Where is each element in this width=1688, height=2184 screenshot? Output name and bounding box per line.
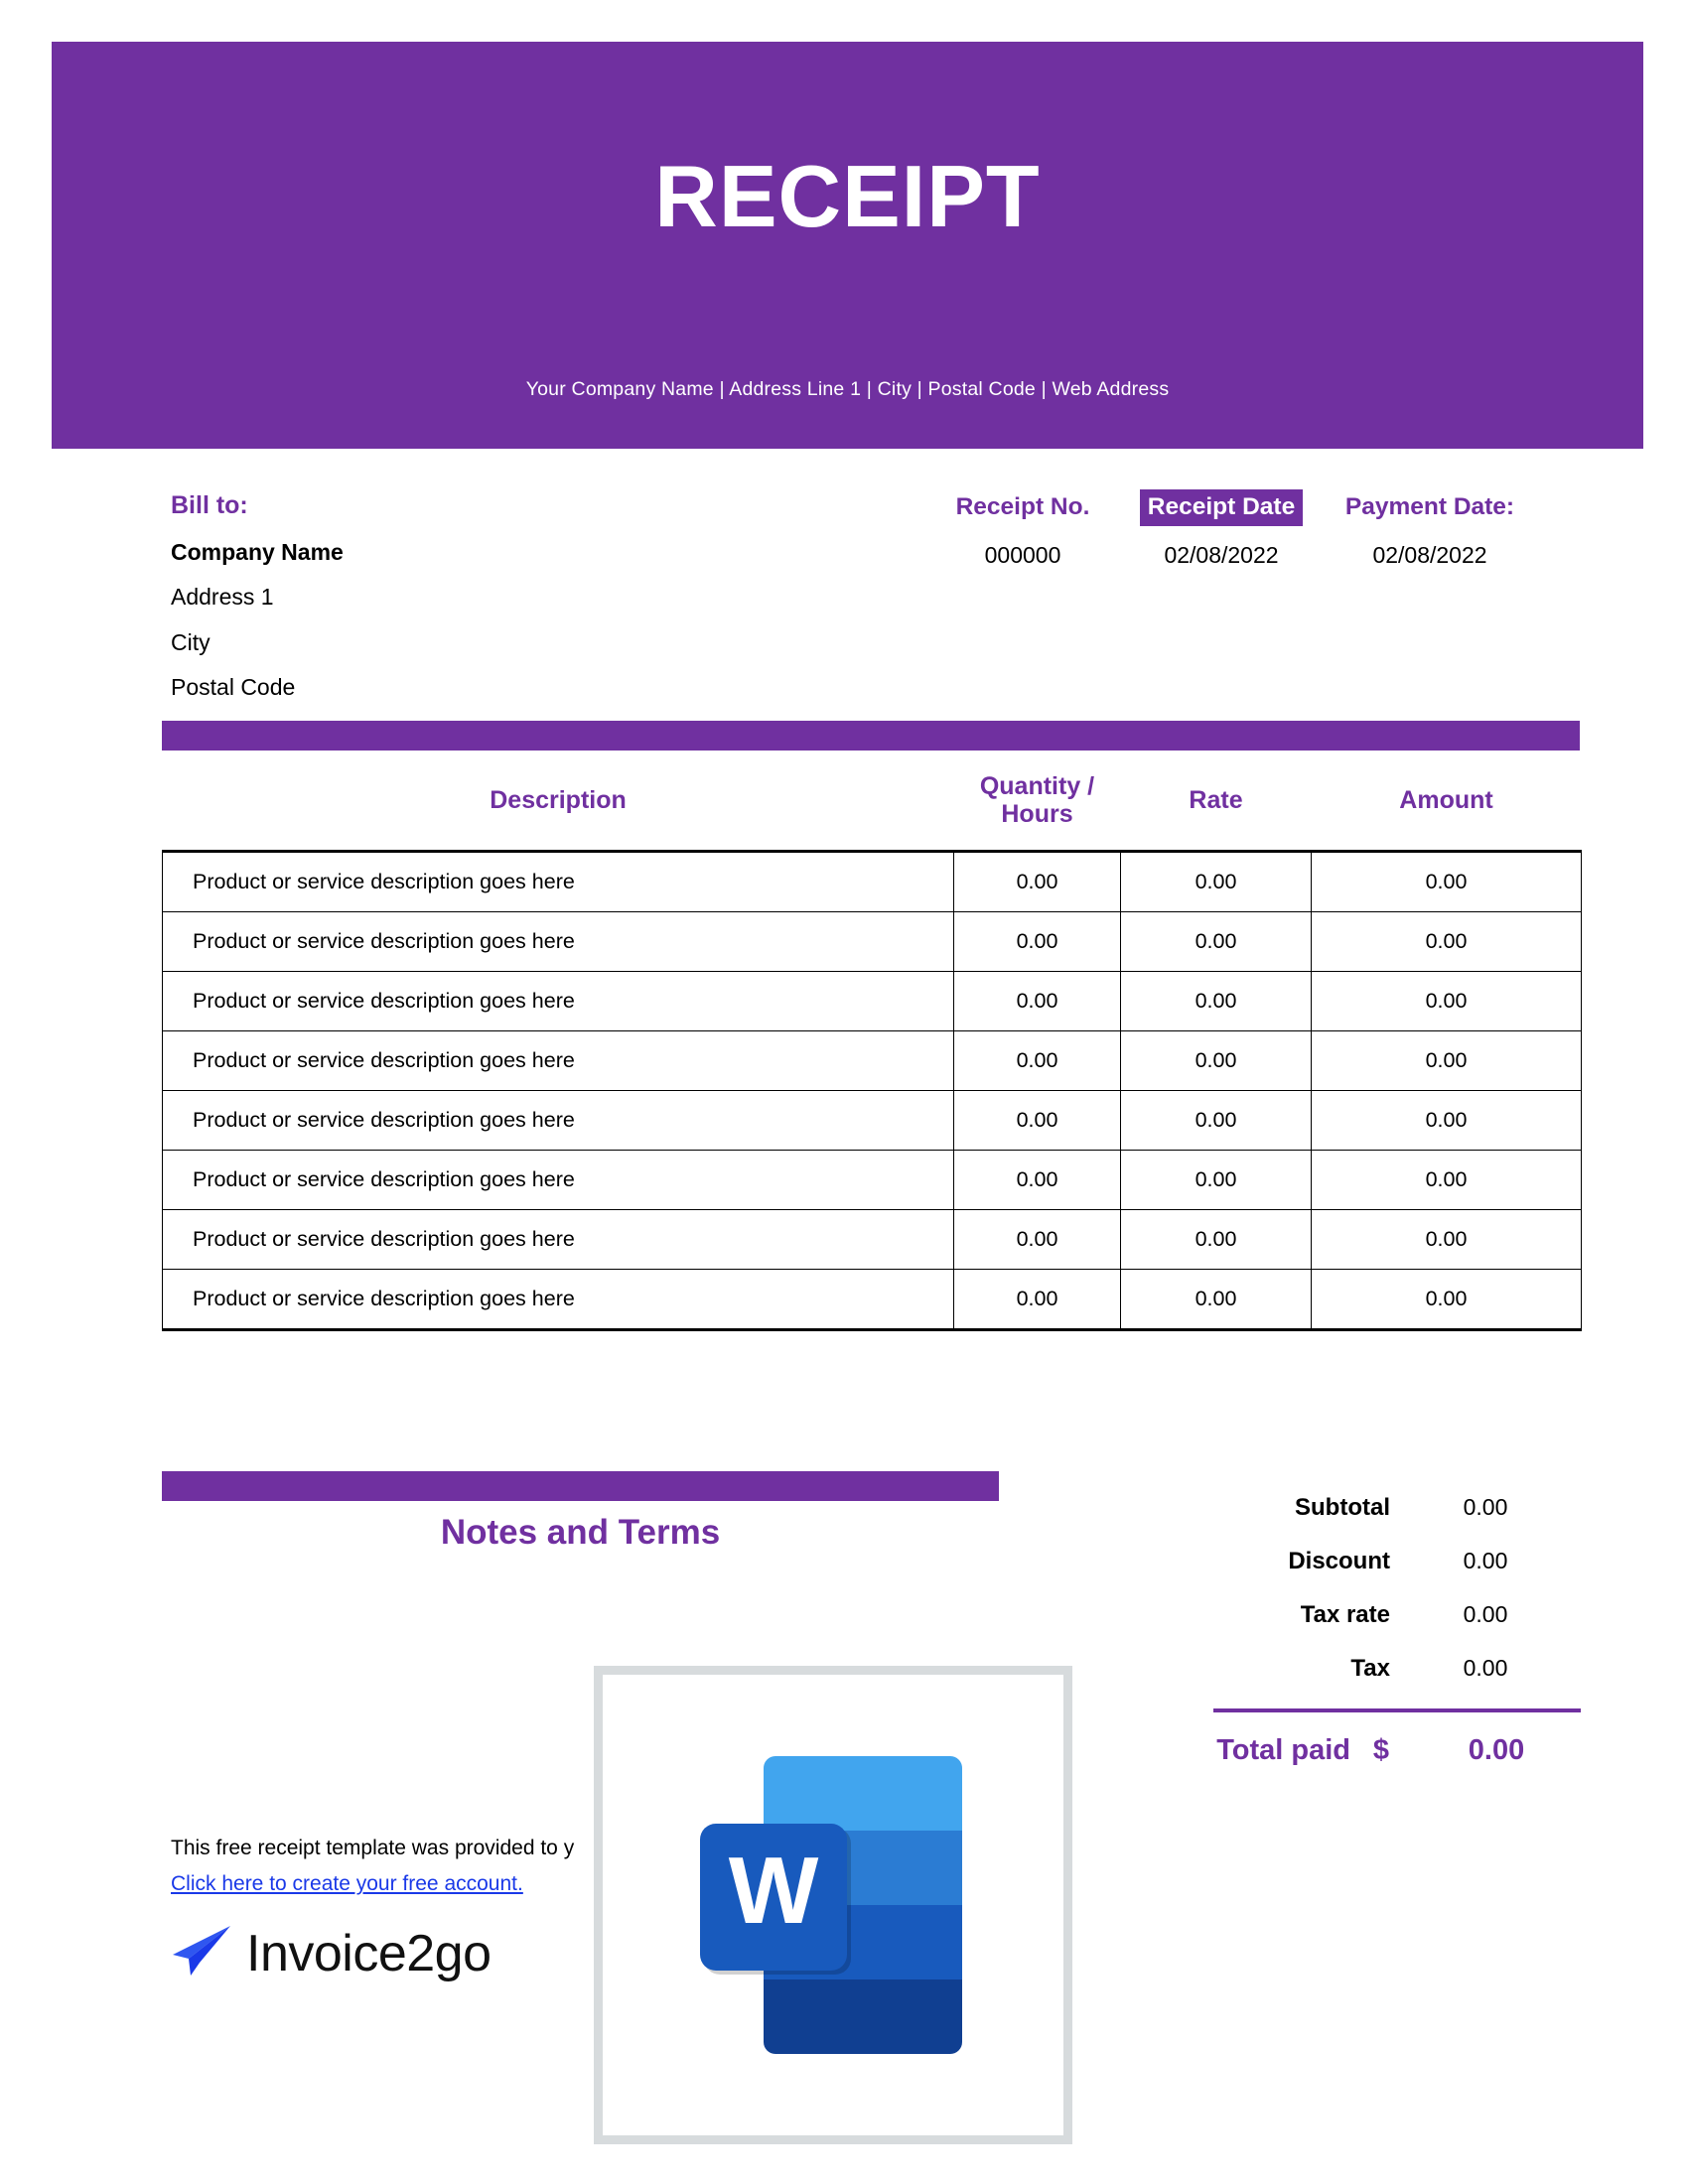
- page-title: RECEIPT: [654, 147, 1041, 245]
- tax-value: 0.00: [1463, 1655, 1508, 1681]
- cell-amount[interactable]: 0.00: [1312, 1270, 1582, 1330]
- payment-date-column: [1321, 489, 1539, 569]
- cell-rate[interactable]: 0.00: [1121, 1091, 1312, 1151]
- tax-label: Tax: [1350, 1655, 1390, 1682]
- cell-amount[interactable]: 0.00: [1312, 1091, 1582, 1151]
- receipt-no-value: 000000: [984, 541, 1061, 568]
- cell-rate[interactable]: 0.00: [1121, 972, 1312, 1031]
- cell-amount[interactable]: 0.00: [1312, 1210, 1582, 1270]
- cell-description[interactable]: Product or service description goes here: [163, 852, 954, 912]
- cell-description[interactable]: Product or service description goes here: [163, 972, 954, 1031]
- subtotal-label: Subtotal: [1295, 1494, 1390, 1521]
- table-row: [163, 1210, 1582, 1270]
- cell-description[interactable]: Product or service description goes here: [163, 1091, 954, 1151]
- discount-label: Discount: [1288, 1548, 1390, 1574]
- svg-text:W: W: [728, 1838, 819, 1944]
- totals-row: [1152, 1494, 1581, 1522]
- create-account-link[interactable]: Click here to create your free account.: [171, 1872, 523, 1896]
- tax-rate-value: 0.00: [1463, 1601, 1508, 1627]
- cell-description[interactable]: Product or service description goes here: [163, 1151, 954, 1210]
- payment-date-label: Payment Date:: [1344, 493, 1515, 520]
- word-document-thumbnail[interactable]: [594, 1666, 1072, 2144]
- cell-rate[interactable]: 0.00: [1121, 912, 1312, 972]
- cell-rate[interactable]: 0.00: [1121, 1151, 1312, 1210]
- tax-rate-label: Tax rate: [1300, 1601, 1390, 1628]
- cell-amount[interactable]: 0.00: [1312, 852, 1582, 912]
- receipt-date-value: 02/08/2022: [1164, 541, 1279, 568]
- totals-row: [1152, 1655, 1581, 1683]
- cell-rate[interactable]: 0.00: [1121, 1210, 1312, 1270]
- table-row: [163, 972, 1582, 1031]
- line-items-body: [163, 852, 1582, 1330]
- totals-divider-rule: [1213, 1708, 1581, 1712]
- table-row: [163, 1151, 1582, 1210]
- cell-quantity[interactable]: 0.00: [954, 852, 1121, 912]
- total-paid-label: Total paid: [1216, 1734, 1350, 1766]
- table-row: [163, 852, 1582, 912]
- cell-amount[interactable]: 0.00: [1312, 1151, 1582, 1210]
- cell-description[interactable]: Product or service description goes here: [163, 912, 954, 972]
- column-header-description: Description: [490, 786, 627, 814]
- promo-text: This free receipt template was provided to y: [171, 1837, 575, 1859]
- cell-description[interactable]: Product or service description goes here: [163, 1031, 954, 1091]
- column-header-quantity-hours: [954, 754, 1121, 852]
- cell-rate[interactable]: 0.00: [1121, 852, 1312, 912]
- table-row: [163, 1091, 1582, 1151]
- cell-quantity[interactable]: 0.00: [954, 1151, 1121, 1210]
- totals-row: [1152, 1548, 1581, 1575]
- microsoft-word-icon: [694, 1746, 972, 2064]
- cell-quantity[interactable]: 0.00: [954, 1031, 1121, 1091]
- cell-rate[interactable]: 0.00: [1121, 1270, 1312, 1330]
- table-row: [163, 1270, 1582, 1330]
- quantity-header-line1: Quantity /: [979, 772, 1095, 800]
- total-paid-row: [1152, 1734, 1581, 1767]
- column-header-amount: Amount: [1399, 786, 1493, 814]
- receipt-no-column: [923, 489, 1122, 569]
- notes-and-terms-title: Notes and Terms: [440, 1513, 721, 1552]
- cell-description[interactable]: Product or service description goes here: [163, 1210, 954, 1270]
- bill-to-company: Company Name: [171, 539, 344, 565]
- cell-quantity[interactable]: 0.00: [954, 972, 1121, 1031]
- notes-accent-bar: [162, 1471, 999, 1501]
- discount-value: 0.00: [1463, 1548, 1508, 1573]
- bill-to-city: City: [171, 628, 211, 655]
- receipt-date-column: [1122, 489, 1321, 569]
- line-items-header-row: [163, 754, 1582, 852]
- receipt-date-label: Receipt Date: [1140, 489, 1303, 526]
- cell-quantity[interactable]: 0.00: [954, 1210, 1121, 1270]
- column-header-rate: Rate: [1189, 786, 1243, 814]
- cell-description[interactable]: Product or service description goes here: [163, 1270, 954, 1330]
- cell-amount[interactable]: 0.00: [1312, 972, 1582, 1031]
- receipt-meta: [923, 489, 1539, 569]
- totals-row: [1152, 1601, 1581, 1629]
- quantity-header-line2: Hours: [1001, 800, 1073, 828]
- receipt-header-band: [52, 42, 1643, 449]
- cell-quantity[interactable]: 0.00: [954, 1091, 1121, 1151]
- line-items-table: [162, 754, 1582, 1331]
- table-row: [163, 912, 1582, 972]
- total-paid-currency-symbol: $: [1372, 1734, 1390, 1766]
- cell-amount[interactable]: 0.00: [1312, 1031, 1582, 1091]
- cell-rate[interactable]: 0.00: [1121, 1031, 1312, 1091]
- cell-amount[interactable]: 0.00: [1312, 912, 1582, 972]
- table-top-accent-bar: [162, 721, 1580, 751]
- totals-block: [1152, 1494, 1581, 1767]
- payment-date-value: 02/08/2022: [1372, 541, 1487, 568]
- bill-to-block: [171, 491, 727, 720]
- invoice2go-logo: [169, 1924, 492, 1982]
- bill-to-postal-code: Postal Code: [171, 674, 296, 701]
- total-paid-value: 0.00: [1468, 1734, 1525, 1766]
- subtotal-value: 0.00: [1463, 1494, 1508, 1520]
- paper-plane-icon: [169, 1924, 232, 1982]
- line-items-table-wrapper: [162, 754, 1581, 1331]
- bill-to-label: Bill to:: [171, 491, 248, 519]
- cell-quantity[interactable]: 0.00: [954, 912, 1121, 972]
- bill-to-address: Address 1: [171, 584, 274, 611]
- table-row: [163, 1031, 1582, 1091]
- receipt-no-label: Receipt No.: [955, 493, 1090, 520]
- cell-quantity[interactable]: 0.00: [954, 1270, 1121, 1330]
- company-contact-line: Your Company Name | Address Line 1 | City | Postal Code | Web Address: [525, 378, 1170, 400]
- brand-name: Invoice2go: [246, 1924, 492, 1982]
